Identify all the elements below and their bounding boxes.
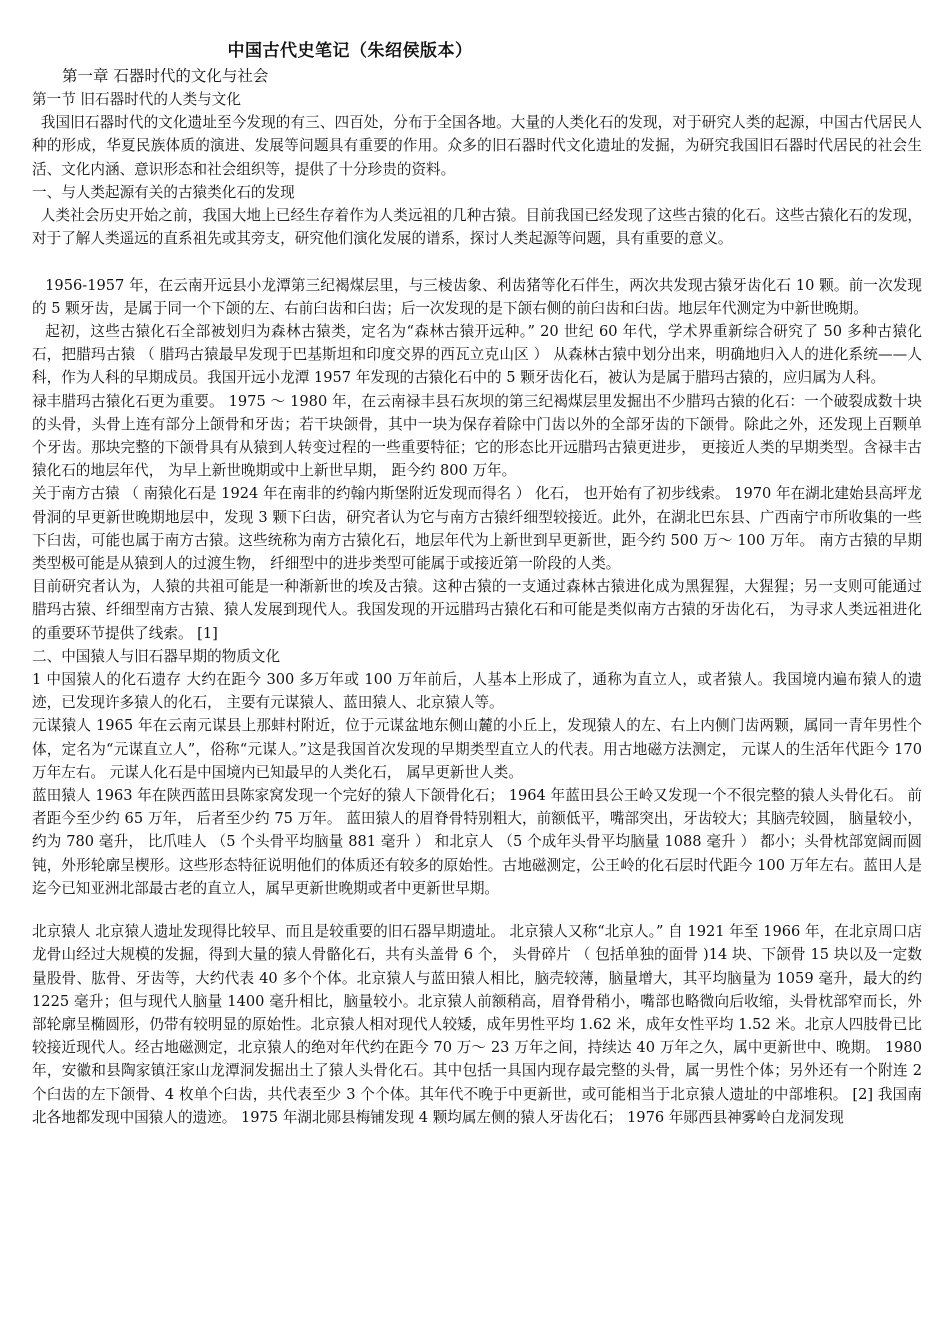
paragraph: 关于南方古猿 （ 南猿化石是 1924 年在南非的约翰内斯堡附近发现而得名 ） 化石， 也开始有了初步线索。 1970 年在湖北建始县高坪龙骨洞的早更新世晚期地层中，发现 3 颗下臼齿，研究者认为它与南方古猿纤细型较接近。此外，在湖北巴东县、广西南宁市所收集的一些下臼齿，可能也属于南方古猿。这些统称为南方古猿化石，地层年代为上新世到早更新世，距今约 500 万～ 100 万年。 南方古猿的早期类型极可能是从猿到人的过渡生物， 纤细型中的进步类型可能属于或接近第一阶段的人类。 <box>32 485 922 573</box>
paragraph: 北京猿人 北京猿人遗址发现得比较早、而且是较重要的旧石器早期遗址。 北京猿人又称“北京人。” 自 1921 年至 1966 年，在北京周口店龙骨山经过大规模的发掘，得到大量的猿人骨骼化石，共有头盖骨 6 个， 头骨碎片 （ 包括单独的面骨 )14 块、下颌骨 15 块以及一定数量股骨、肱骨、牙齿等，大约代表 40 多个个体。北京猿人与蓝田猿人相比，脑壳较薄，脑量增大，其平均脑量为 1059 毫升，最大的约 1225 毫升；但与现代人脑量 1400 毫升相比，脑量较小。北京猿人前额稍高，眉脊骨稍小，嘴部也略微向后收缩，头骨枕部窄而长，外部轮廓呈椭圆形，仍带有较明显的原始性。北京猿人相对现代人较矮，成年男性平均 1.62 米，成年女性平均 1.52 米。北京人四肢骨已比较接近现代人。经古地磁测定，北京猿人的绝对年代约在距今 70 万～ 23 万年之间，持续达 40 万年之久，属中更新世中、晚期。 1980 年，安徽和县陶家镇汪家山龙潭洞发掘出土了猿人头骨化石。其中包括一具国内现存最完整的头骨，属一男性个体；另外还有一个附连 2 个臼齿的左下颌骨、4 枚单个臼齿，共代表至少 3 个个体。其年代不晚于中更新世，或可能相当于北京猿人遗址的中部堆积。 [2] 我国南北各地都发现中国猿人的遗迹。 1975 年湖北郧县梅铺发现 4 颗均属左侧的猿人牙齿化石； 1976 年郧西县神雾岭白龙洞发现 <box>32 923 922 1126</box>
document-body <box>32 88 922 1129</box>
paragraph: 我国旧石器时代的文化遗址至今发现的有三、四百处，分布于全国各地。大量的人类化石的发现，对于研究人类的起源，中国古代居民人种的形成，华夏民族体质的演进、发展等问题具有重要的作用。众多的旧石器时代文化遗址的发掘，为研究我国旧石器时代居民的社会生活、文化内涵、意识形态和社会组织等，提供了十分珍贵的资料。 <box>32 114 922 178</box>
paragraph: 蓝田猿人 1963 年在陕西蓝田县陈家窝发现一个完好的猿人下颌骨化石； 1964 年蓝田县公王岭又发现一个不很完整的猿人头骨化石。 前者距今至少约 65 万年， 后者至少约 75 万年。 蓝田猿人的眉脊骨特别粗大，前额低平，嘴部突出，牙齿较大；其脑壳较圆， 脑量较小， 约为 780 毫升， 比爪哇人 （5 个头骨平均脑量 881 毫升 ） 和北京人 （5 个成年头骨平均脑量 1088 毫升 ） 都小；头骨枕部宽阔而圆钝，外形轮廓呈楔形。这些形态特征说明他们的体质还有较多的原始性。古地磁测定，公王岭的化石层时代距今 100 万年左右。蓝田人是迄今已知亚洲北部最古老的直立人，属早更新世晚期或者中更新世早期。 <box>32 787 922 897</box>
blank-line <box>32 900 922 920</box>
paragraph: 元谋猿人 1965 年在云南元谋县上那蚌村附近，位于元谋盆地东侧山麓的小丘上，发现猿人的左、右上内侧门齿两颗，属同一青年男性个体，定名为“元谋直立人”，俗称“元谋人。”这是我国首次发现的早期类型直立人的代表。用古地磁方法测定， 元谋人的生活年代距今 170 万年左右。 元谋人化石是中国境内已知最早的人类化石， 属早更新世人类。 <box>32 717 922 781</box>
blank-line <box>32 250 922 273</box>
document-title: 中国古代史笔记（朱绍侯版本） <box>227 41 473 61</box>
paragraph: 目前研究者认为，人猿的共祖可能是一种渐新世的埃及古猿。这种古猿的一支通过森林古猿进化成为黑猩猩，大猩猩；另一支则可能通过腊玛古猿、纤细型南方古猿、猿人发展到现代人。我国发现的开远腊玛古猿化石和可能是类似南方古猿的牙齿化石， 为寻求人类远祖进化的重要环节提供了线索。 [1] <box>32 578 922 642</box>
section-heading: 一、与人类起源有关的古猿类化石的发现 <box>32 183 295 201</box>
chapter-heading: 第一章 石器时代的文化与社会 <box>62 67 269 85</box>
paragraph: 起初，这些古猿化石全部被划归为森林古猿类，定名为“森林古猿开远种。” 20 世纪 60 年代，学术界重新综合研究了 50 多种古猿化石，把腊玛古猿 （ 腊玛古猿最早发现于巴基斯坦和印度交界的西瓦立克山区 ） 从森林古猿中划分出来，明确地归入人的进化系统——人科，作为人科的早期成员。我国开远小龙潭 1957 年发现的古猿化石中的 5 颗牙齿化石，被认为是属于腊玛古猿的，应归属为人科。 <box>32 323 922 387</box>
paragraph: 禄丰腊玛古猿化石更为重要。 1975 ～ 1980 年，在云南禄丰县石灰坝的第三纪褐煤层里发掘出不少腊玛古猿的化石：一个破裂成数十块的头骨，头骨上连有部分上颌骨和牙齿；若干块颌骨，其中一块为保存着除中门齿以外的全部牙齿的下颌骨。除此之外，还发现上百颗单个牙齿。那块完整的下颌骨具有从猿到人转变过程的一些重要特征；它的形态比开远腊玛古猿更进步， 更接近人类的早期类型。含禄丰古猿化石的地层年代， 为早上新世晚期或中上新世早期， 距今约 800 万年。 <box>32 392 922 480</box>
paragraph: 1 中国猿人的化石遗存 大约在距今 300 多万年或 100 万年前后，人基本上形成了，通称为直立人，或者猿人。我国境内遍布猿人的遗迹，已发现许多猿人的化石， 主要有元谋猿人、蓝田猿人、北京猿人等。 <box>32 671 922 712</box>
section-heading: 二、中国猿人与旧石器早期的物质文化 <box>32 647 281 665</box>
paragraph: 1956-1957 年，在云南开远县小龙潭第三纪褐煤层里，与三棱齿象、利齿猪等化石伴生，两次共发现古猿牙齿化石 10 颗。前一次发现的 5 颗牙齿，是属于同一个下颌的左、右前臼齿和臼齿；后一次发现的是下颌右侧的前臼齿和臼齿。地层年代测定为中新世晚期。 <box>32 276 922 317</box>
section-heading: 第一节 旧石器时代的人类与文化 <box>32 91 241 108</box>
paragraph: 人类社会历史开始之前，我国大地上已经生存着作为人类远祖的几种古猿。目前我国已经发现了这些古猿的化石。这些古猿化石的发现，对于了解人类遥远的直系祖先或其旁支，研究他们演化发展的谱系，探讨人类起源等问题，具有重要的意义。 <box>32 207 922 248</box>
